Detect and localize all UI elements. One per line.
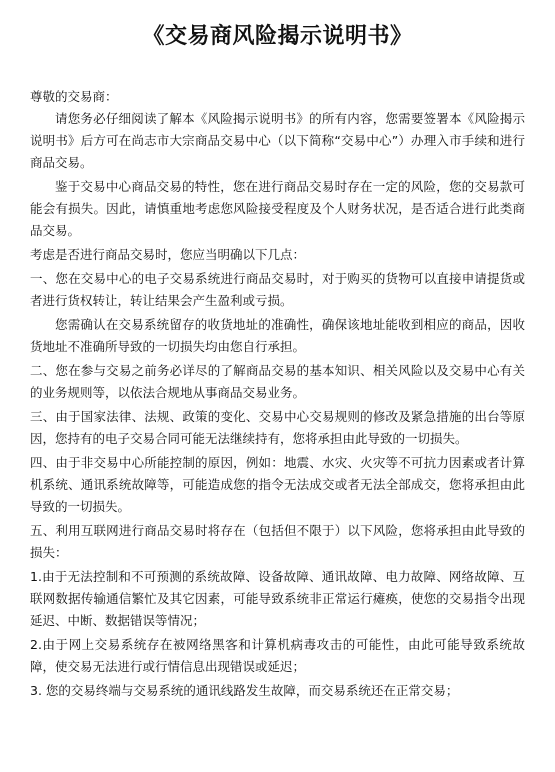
salutation: 尊敬的交易商： [30, 89, 118, 104]
risk-item-3: 3. 您的交易终端与交易系统的通讯线路发生故障，而交易系统还在正常交易； [30, 683, 459, 698]
paragraph-risk-notice: 鉴于交易中心商品交易的特性，您在进行商品交易时存在一定的风险，您的交易款可能会有损失。因此，请慎重地考虑您风险接受程度及个人财务状况，是否适合进行此类商品交易。 [30, 179, 525, 238]
point-one: 一、您在交易中心的电子交易系统进行商品交易时，对于购买的货物可以直接申请提货或者进行货权转让，转让结果会产生盈利或亏损。 [30, 271, 525, 308]
risk-item-2: 2.由于网上交易系统存在被网络黑客和计算机病毒攻击的可能性，由此可能导致系统故障，使交易无法进行或行情信息出现错误或延迟； [30, 637, 525, 674]
intro-line: 考虑是否进行商品交易时，您应当明确以下几点： [30, 247, 306, 262]
point-one-address: 您需确认在交易系统留存的收货地址的准确性，确保该地址能收到相应的商品，因收货地址不准确所导致的一切损失均由您自行承担。 [30, 317, 525, 354]
point-three: 三、由于国家法律、法规、政策的变化、交易中心交易规则的修改及紧急措施的出台等原因，您持有的电子交易合同可能无法继续持有，您将承担由此导致的一切损失。 [30, 409, 525, 446]
point-five: 五、利用互联网进行商品交易时将存在（包括但不限于）以下风险，您将承担由此导致的损失： [30, 523, 525, 560]
document-title: 《交易商风险揭示说明书》 [142, 24, 413, 49]
risk-item-1: 1.由于无法控制和不可预测的系统故障、设备故障、通讯故障、电力故障、网络故障、互联网数据传输通信繁忙及其它因素，可能导致系统非正常运行瘫痪，使您的交易指令出现延迟、中断、数据错误等情况； [30, 569, 525, 628]
point-two: 二、您在参与交易之前务必详尽的了解商品交易的基本知识、相关风险以及交易中心有关的业务规则等，以依法合规地从事商品交易业务。 [30, 363, 525, 400]
point-four: 四、由于非交易中心所能控制的原因，例如：地震、水灾、火灾等不可抗力因素或者计算机系统、通讯系统故障等，可能造成您的指令无法成交或者无法全部成交，您将承担由此导致的一切损失。 [30, 455, 525, 514]
paragraph-read-notice: 请您务必仔细阅读了解本《风险揭示说明书》的所有内容，您需要签署本《风险揭示说明书》后方可在尚志市大宗商品交易中心（以下简称“交易中心”）办理入市手续和进行商品交易。 [30, 111, 525, 170]
